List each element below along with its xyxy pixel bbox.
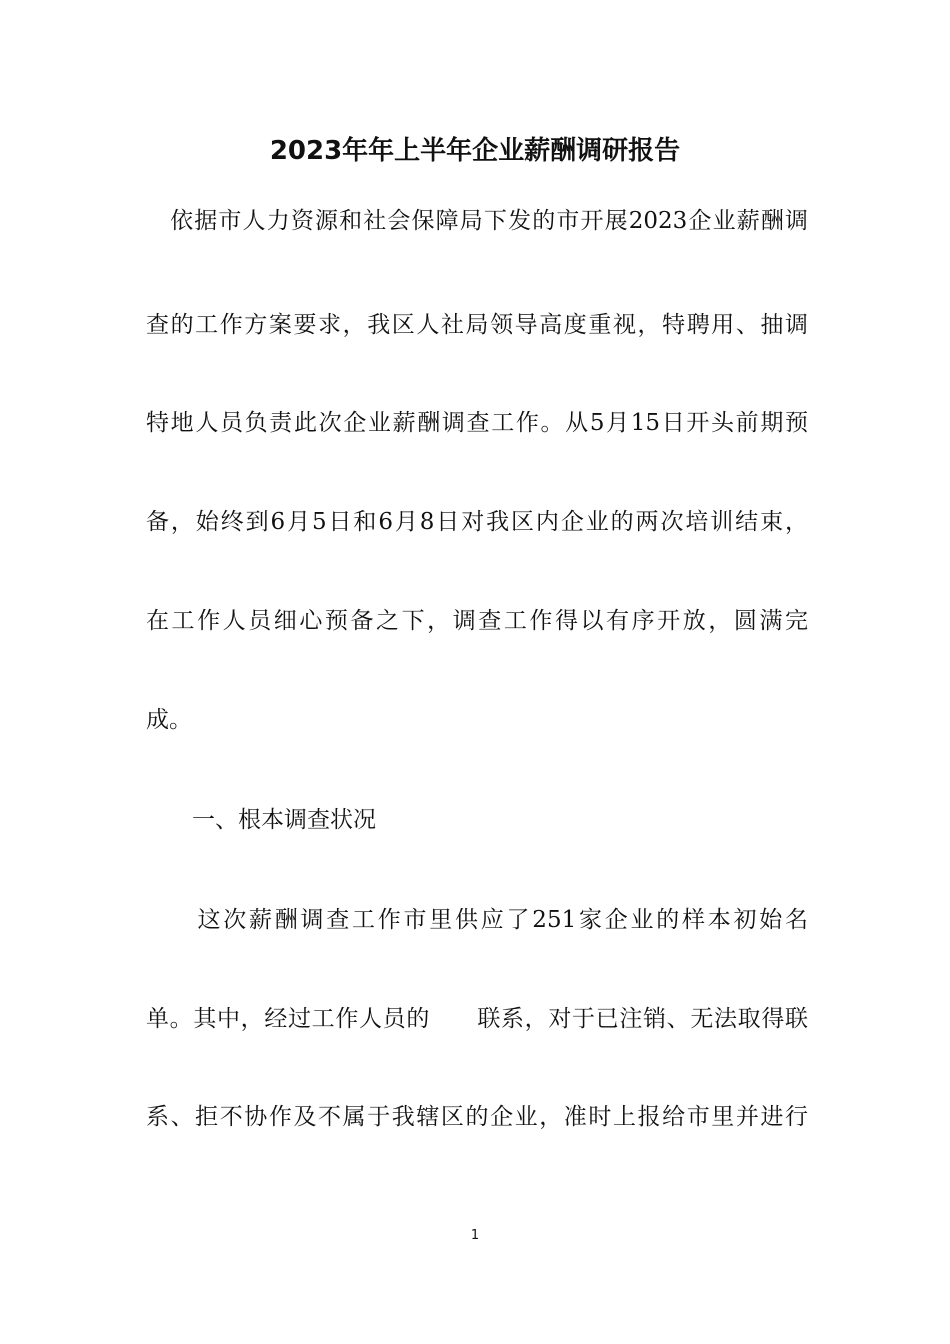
body-line-1: 依据市人力资源和社会保障局下发的市开展2023企业薪酬调 bbox=[146, 208, 808, 234]
body-line-6: 成。 bbox=[146, 707, 192, 733]
body-line-7: 这次薪酬调查工作市里供应了251家企业的样本初始名 bbox=[146, 907, 808, 933]
document-title: 2023年年上半年企业薪酬调研报告 bbox=[269, 136, 681, 166]
body-line-8: 单。其中，经过工作人员的 联系，对于已注销、无法取得联 bbox=[146, 1006, 808, 1032]
body-line-5: 在工作人员细心预备之下，调查工作得以有序开放，圆满完 bbox=[146, 608, 808, 634]
body-line-4: 备，始终到6月5日和6月8日对我区内企业的两次培训结束， bbox=[146, 509, 808, 535]
body-line-3: 特地人员负责此次企业薪酬调查工作。从5月15日开头前期预 bbox=[146, 410, 808, 436]
body-line-2: 查的工作方案要求，我区人社局领导高度重视，特聘用、抽调 bbox=[146, 312, 808, 338]
page-number: 1 bbox=[470, 1228, 480, 1243]
section-heading: 一、根本调查状况 bbox=[146, 807, 376, 833]
body-line-9: 系、拒不协作及不属于我辖区的企业，准时上报给市里并进行 bbox=[146, 1104, 808, 1130]
